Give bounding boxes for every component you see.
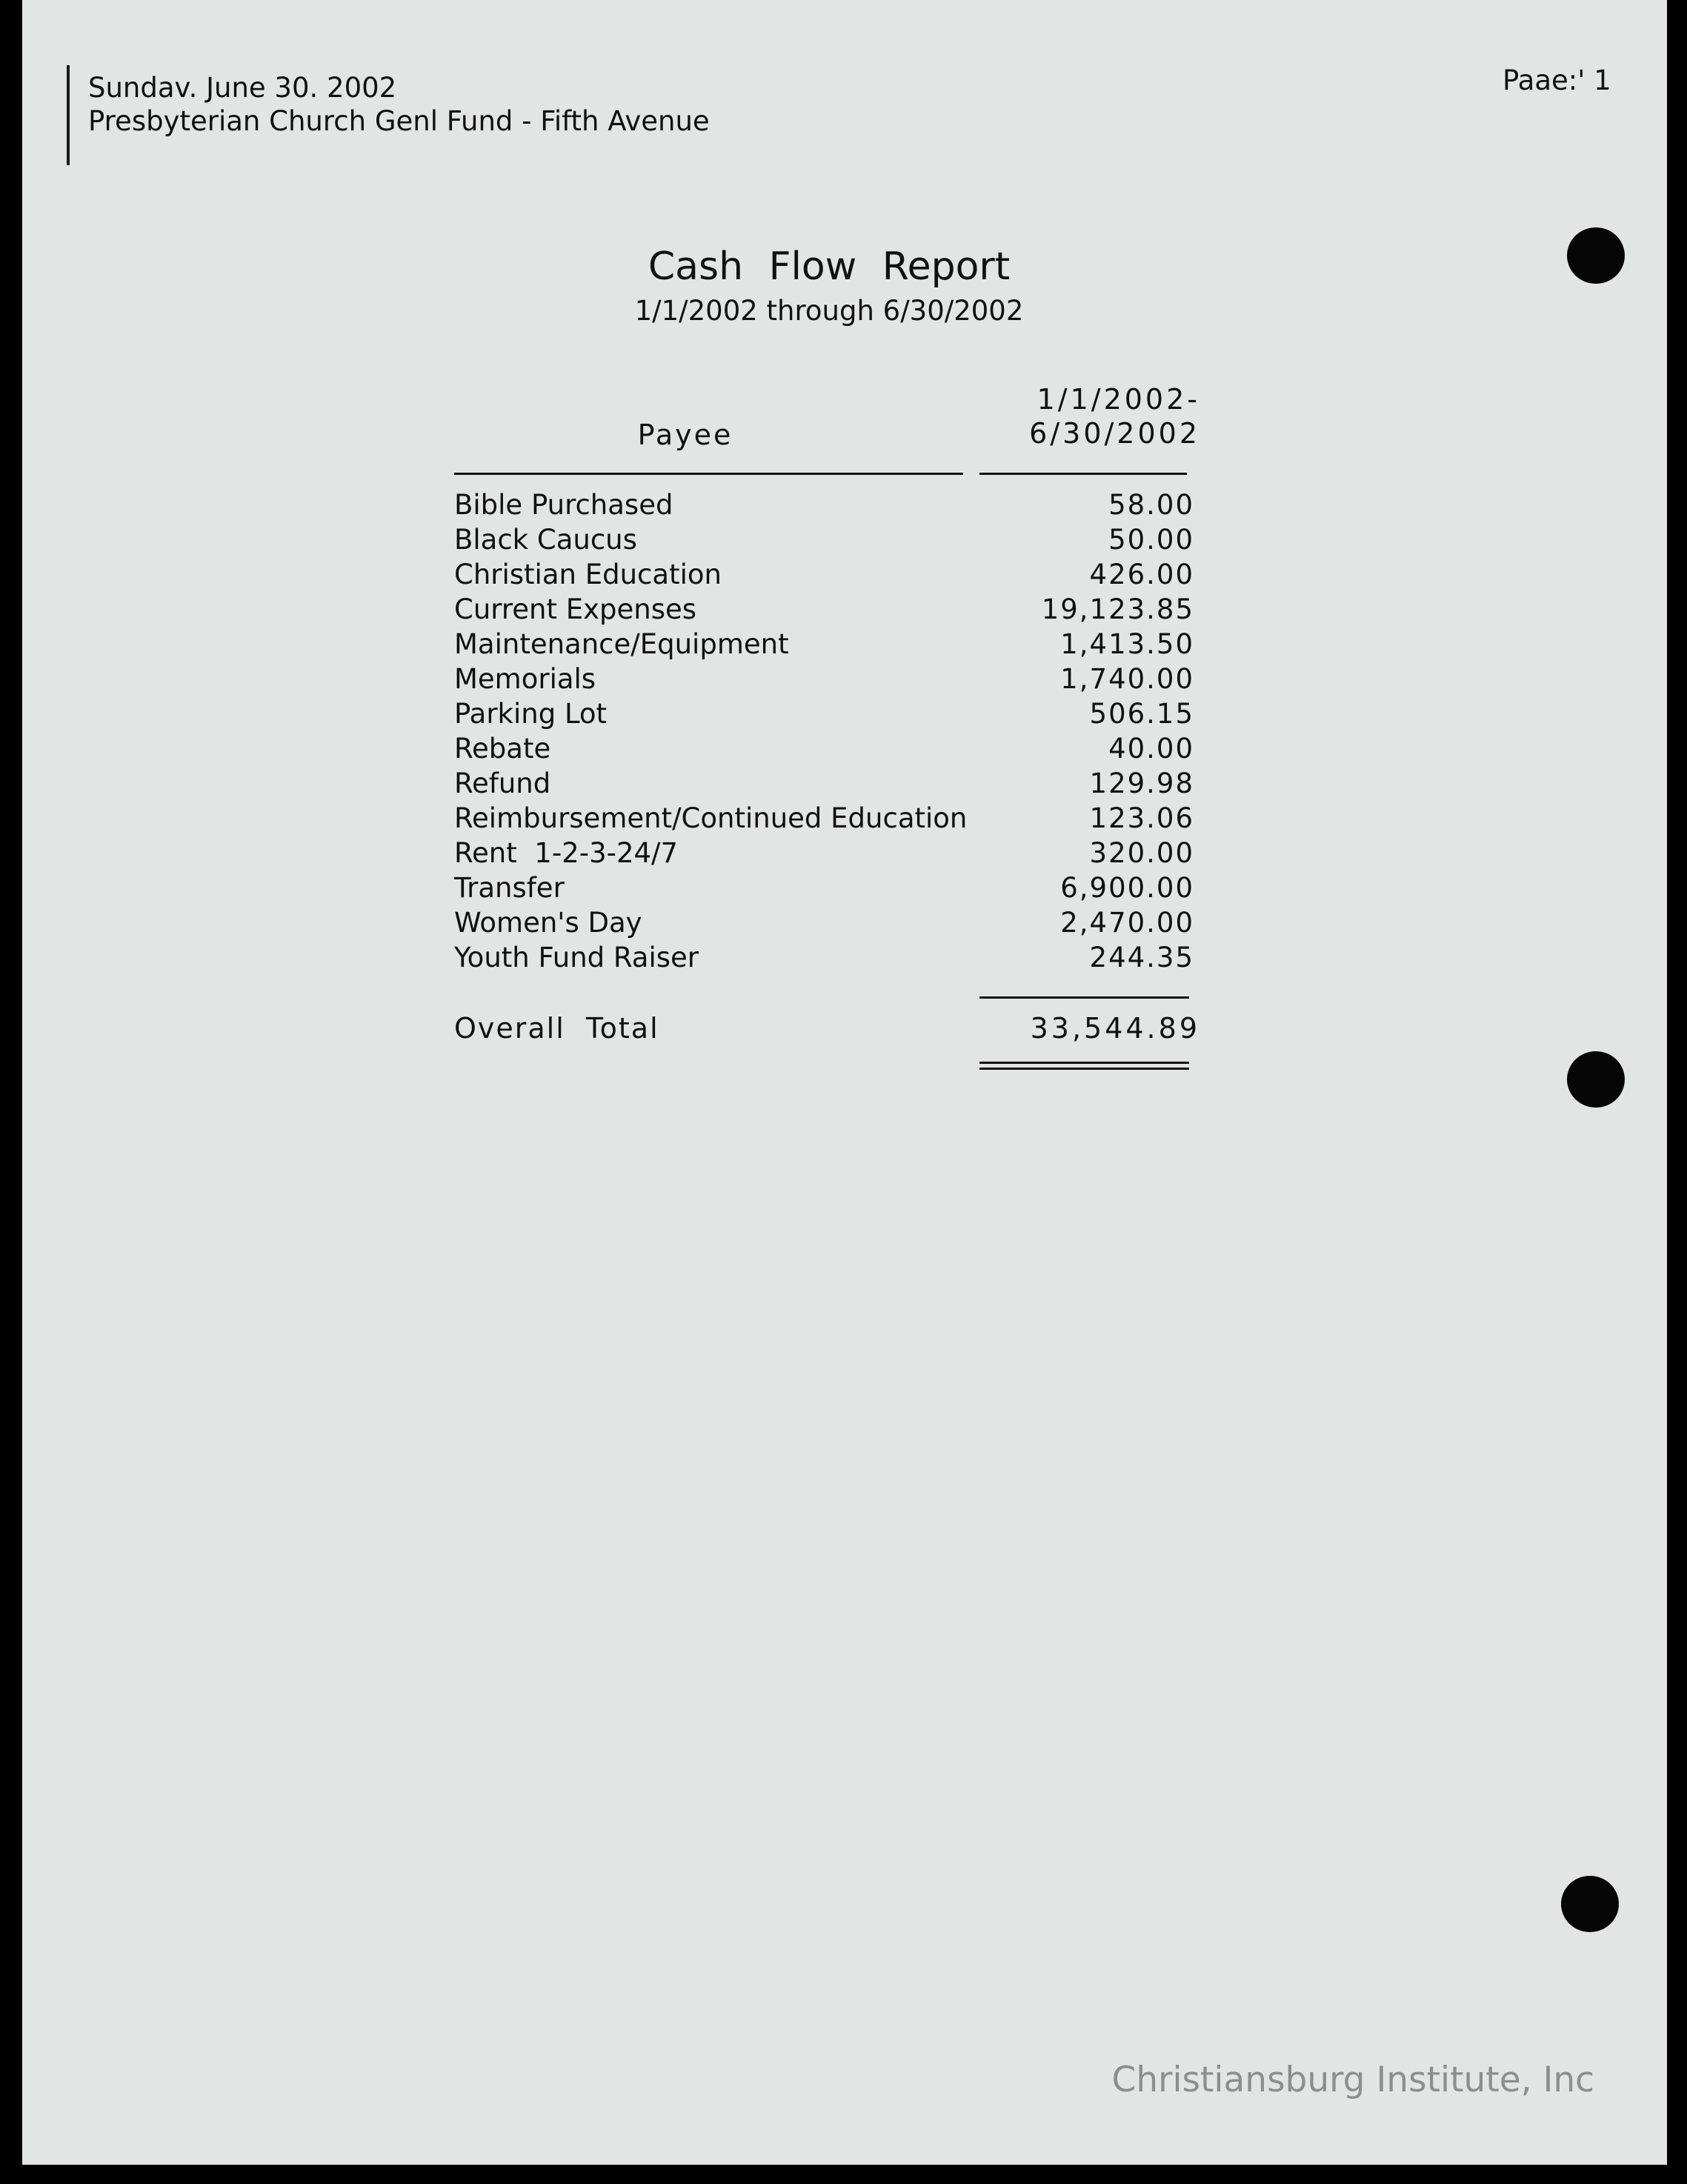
document-page xyxy=(22,0,1667,2165)
table-row xyxy=(454,836,1207,870)
amount-cell: 506.15 xyxy=(1089,698,1194,730)
total-amount: 33,544.89 xyxy=(1030,1012,1200,1045)
payee-cell: Memorials xyxy=(454,663,596,695)
table-row xyxy=(454,557,1207,592)
table-row xyxy=(454,662,1207,696)
table-row xyxy=(454,870,1207,905)
punch-hole xyxy=(1567,227,1625,284)
amount-cell: 40.00 xyxy=(1108,733,1194,765)
column-header-period-line1: 1/1/2002- xyxy=(1037,383,1200,416)
amount-cell: 2,470.00 xyxy=(1060,907,1194,939)
table-row xyxy=(454,696,1207,731)
header-organization: Presbyterian Church Genl Fund - Fifth Avenue xyxy=(88,105,710,137)
cash-flow-table xyxy=(454,487,1207,975)
payee-cell: Refund xyxy=(454,768,551,799)
report-title: Cash Flow Report xyxy=(648,244,1011,289)
subtotal-rule xyxy=(979,996,1189,999)
payee-cell: Black Caucus xyxy=(454,524,637,556)
payee-cell: Women's Day xyxy=(454,907,642,939)
table-row xyxy=(454,487,1207,522)
header-rule-amount xyxy=(979,473,1187,475)
header-date: Sundav. June 30. 2002 xyxy=(88,72,397,104)
report-date-range: 1/1/2002 through 6/30/2002 xyxy=(634,295,1024,327)
payee-cell: Transfer xyxy=(454,872,565,904)
total-double-rule-bottom xyxy=(979,1068,1189,1070)
payee-cell: Maintenance/Equipment xyxy=(454,628,789,660)
amount-cell: 19,123.85 xyxy=(1041,593,1194,625)
payee-cell: Parking Lot xyxy=(454,698,608,730)
margin-line xyxy=(67,65,70,165)
payee-cell: Rebate xyxy=(454,733,551,765)
payee-cell: Current Expenses xyxy=(454,593,697,625)
punch-hole xyxy=(1561,1876,1619,1932)
table-row xyxy=(454,801,1207,836)
column-header-period-line2: 6/30/2002 xyxy=(1029,417,1200,450)
total-label: Overall Total xyxy=(454,1012,659,1045)
header-rule-payee xyxy=(454,473,963,475)
amount-cell: 58.00 xyxy=(1108,489,1194,521)
amount-cell: 129.98 xyxy=(1089,768,1194,799)
page-number: Paae:' 1 xyxy=(1503,64,1611,96)
amount-cell: 50.00 xyxy=(1108,524,1194,556)
table-row xyxy=(454,522,1207,557)
amount-cell: 320.00 xyxy=(1089,837,1194,869)
amount-cell: 123.06 xyxy=(1089,802,1194,834)
payee-cell: Youth Fund Raiser xyxy=(454,942,699,973)
table-row xyxy=(454,592,1207,627)
table-row xyxy=(454,940,1207,975)
amount-cell: 1,413.50 xyxy=(1060,628,1194,660)
payee-cell: Rent 1-2-3-24/7 xyxy=(454,837,679,869)
amount-cell: 1,740.00 xyxy=(1060,663,1194,695)
column-header-payee: Payee xyxy=(637,419,733,451)
table-row xyxy=(454,766,1207,801)
payee-cell: Reimbursement/Continued Education xyxy=(454,802,968,834)
table-row xyxy=(454,627,1207,662)
payee-cell: Christian Education xyxy=(454,559,722,590)
total-double-rule-top xyxy=(979,1062,1189,1064)
column-header-period xyxy=(978,382,1200,450)
amount-cell: 244.35 xyxy=(1089,942,1194,973)
table-row xyxy=(454,905,1207,940)
watermark: Christiansburg Institute, Inc xyxy=(1111,2060,1594,2100)
amount-cell: 426.00 xyxy=(1089,559,1194,590)
amount-cell: 6,900.00 xyxy=(1060,872,1194,904)
payee-cell: Bible Purchased xyxy=(454,489,673,521)
punch-hole xyxy=(1567,1051,1625,1108)
table-row xyxy=(454,731,1207,766)
